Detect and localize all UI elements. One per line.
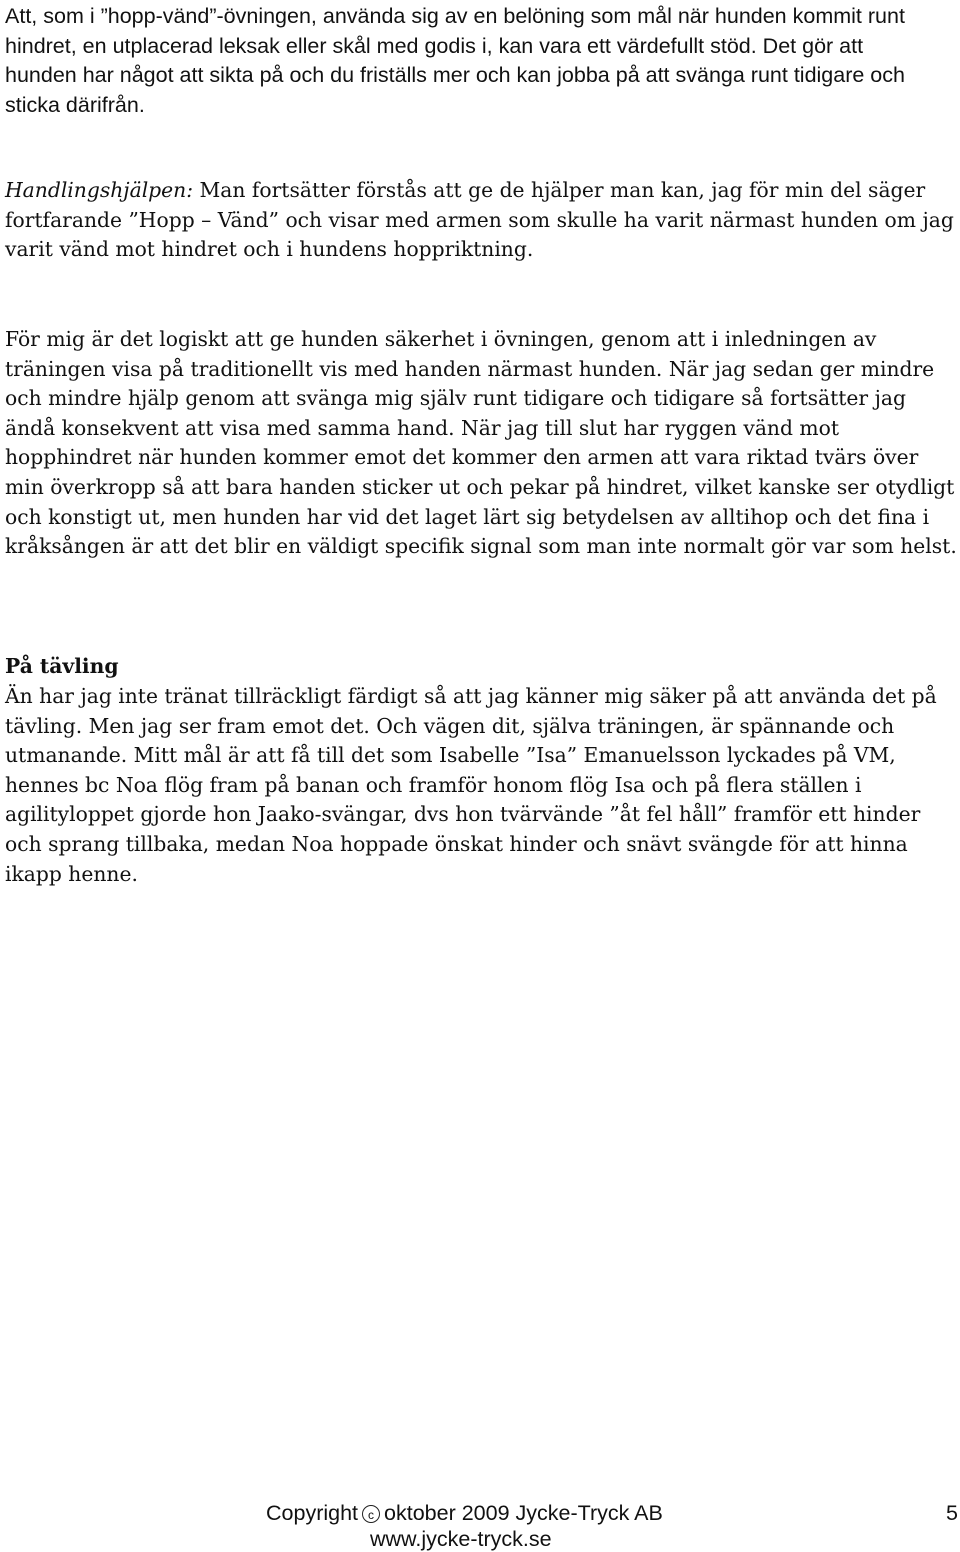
copyright-label: Copyright [266, 1501, 359, 1525]
page-number: 5 [946, 1501, 958, 1525]
paragraph-tavling: Än har jag inte tränat tillräckligt färdigt så att jag känner mig säker på att använda det på tävling. Men jag ser fram emot det. Och vägen dit, själva träningen, är spännande och utmanande. Mitt mål är att få till det som Isabelle ”Isa” Emanuelsson lyckades på VM, hennes bc Noa flög fram på banan och framför honom flög Isa och på flera ställen i agilityloppet gjorde hon Jaako-svängar, dvs hon tvärvände ”åt fel håll” framför ett hinder och sprang tillbaka, medan Noa hoppade önskat hinder och snävt svängde för att hinna ikapp henne. [5, 684, 937, 886]
footer-copyright [266, 1500, 663, 1526]
paragraph-label: Handlingshjälpen: [5, 178, 194, 202]
copyright-icon: c [362, 1505, 380, 1523]
section-heading: På tävling [5, 654, 119, 678]
paragraph-text: Man fortsätter förstås att ge de hjälper man kan, jag för min del säger fortfarande ”Hopp – Vänd” och visar med armen som skulle ha varit närmast hunden om jag varit vänd mot hindret och i hundens hoppriktning. [5, 178, 954, 262]
footer-website: www.jycke-tryck.se [370, 1527, 552, 1551]
paragraph-belöning: Att, som i ”hopp-vänd”-övningen, använda sig av en belöning som mål när hunden kommit runt hindret, en utplacerad leksak eller skål med godis i, kan vara ett värdefullt stöd. Det gör att hunden har något att sikta på och du friställs mer och kan jobba på att svänga runt tidigare och sticka därifrån. [5, 4, 905, 117]
paragraph-logiskt: För mig är det logiskt att ge hunden säkerhet i övningen, genom att i inledningen av träningen visa på traditionellt vis med handen närmast hunden. När jag sedan ger mindre och mindre hjälp genom att svänga mig själv runt tidigare och tidigare så fortsätter jag ändå konsekvent att visa med samma hand. När jag till slut har ryggen vänd mot hopphindret när hunden kommer emot det kommer den armen att vara riktad tvärs över min överkropp så att bara handen sticker ut och pekar på hindret, vilket kanske ser otydligt och konstigt ut, men hunden har vid det laget lärt sig betydelsen av alltihop och det fina i kråksången är att det blir en väldigt specifik signal som man inte normalt gör var som helst. [5, 327, 957, 559]
paragraph-handlingshjalpen [5, 176, 960, 265]
copyright-text: oktober 2009 Jycke-Tryck AB [384, 1501, 663, 1525]
